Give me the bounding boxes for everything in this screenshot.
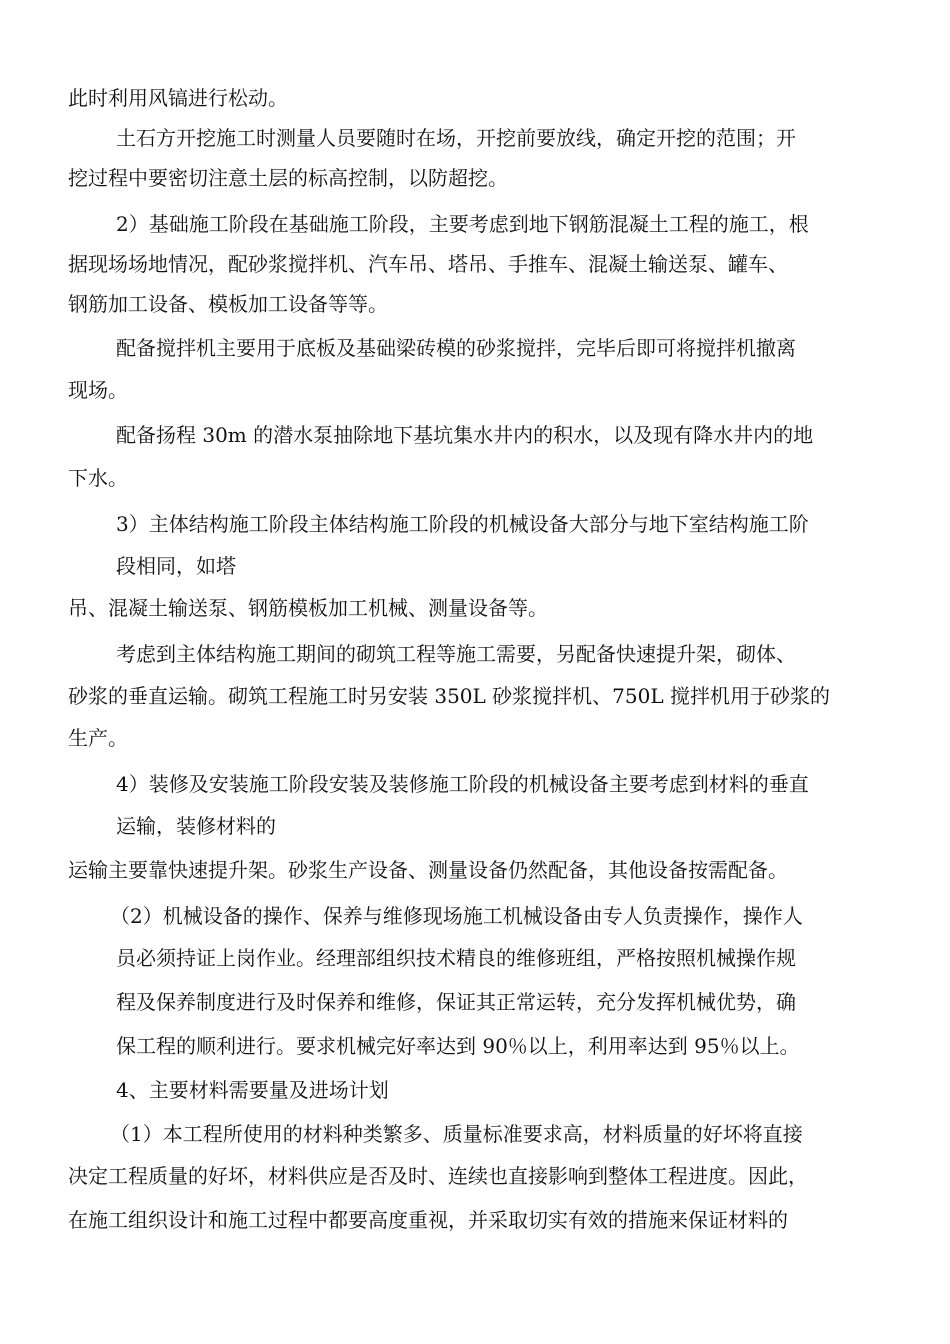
text-line-24: 4、主要材料需要量及进场计划: [116, 1078, 389, 1102]
text-line-7: 配备搅拌机主要用于底板及基础梁砖模的砂浆搅拌，完毕后即可将搅拌机撤离: [116, 336, 796, 360]
text-line-18: 运输，装修材料的: [116, 814, 276, 838]
text-line-21: 员必须持证上岗作业。经理部组织技术精良的维修班组，严格按照机械操作规: [116, 946, 796, 970]
text-line-6: 钢筋加工设备、模板加工设备等等。: [68, 292, 388, 316]
text-line-8: 现场。: [68, 378, 128, 402]
text-line-25: （1）本工程所使用的材料种类繁多、质量标准要求高，材料质量的好坏将直接: [110, 1122, 803, 1146]
text-line-23: 保工程的顺利进行。要求机械完好率达到 90％以上，利用率达到 95％以上。: [116, 1034, 800, 1058]
text-line-9: 配备扬程 30m 的潜水泵抽除地下基坑集水井内的积水，以及现有降水井内的地: [116, 423, 814, 447]
text-line-3: 挖过程中要密切注意土层的标高控制，以防超挖。: [68, 166, 508, 190]
text-line-2: 土石方开挖施工时测量人员要随时在场，开挖前要放线，确定开挖的范围；开: [116, 126, 796, 150]
text-line-26: 决定工程质量的好坏，材料供应是否及时、连续也直接影响到整体工程进度。因此，: [68, 1164, 808, 1188]
text-line-16: 生产。: [68, 726, 128, 750]
text-line-12: 段相同，如塔: [116, 554, 236, 578]
text-line-13: 吊、混凝土输送泵、钢筋模板加工机械、测量设备等。: [68, 596, 548, 620]
text-line-19: 运输主要靠快速提升架。砂浆生产设备、测量设备仍然配备，其他设备按需配备。: [68, 858, 788, 882]
text-line-1: 此时利用风镐进行松动。: [68, 86, 288, 110]
text-line-10: 下水。: [68, 466, 128, 490]
text-line-27: 在施工组织设计和施工过程中都要高度重视，并采取切实有效的措施来保证材料的: [68, 1208, 788, 1232]
text-line-22: 程及保养制度进行及时保养和维修，保证其正常运转，充分发挥机械优势，确: [116, 990, 796, 1014]
text-line-14: 考虑到主体结构施工期间的砌筑工程等施工需要，另配备快速提升架，砌体、: [116, 642, 796, 666]
text-line-17: 4）装修及安装施工阶段安装及装修施工阶段的机械设备主要考虑到材料的垂直: [116, 772, 809, 796]
text-line-11: 3）主体结构施工阶段主体结构施工阶段的机械设备大部分与地下室结构施工阶: [116, 512, 809, 536]
text-line-20: （2）机械设备的操作、保养与维修现场施工机械设备由专人负责操作，操作人: [110, 904, 803, 928]
text-line-15: 砂浆的垂直运输。砌筑工程施工时另安装 350L 砂浆搅拌机、750L 搅拌机用于砂浆的: [68, 684, 830, 708]
text-line-4: 2）基础施工阶段在基础施工阶段，主要考虑到地下钢筋混凝土工程的施工，根: [116, 212, 809, 236]
text-line-5: 据现场场地情况，配砂浆搅拌机、汽车吊、塔吊、手推车、混凝土输送泵、罐车、: [68, 252, 788, 276]
